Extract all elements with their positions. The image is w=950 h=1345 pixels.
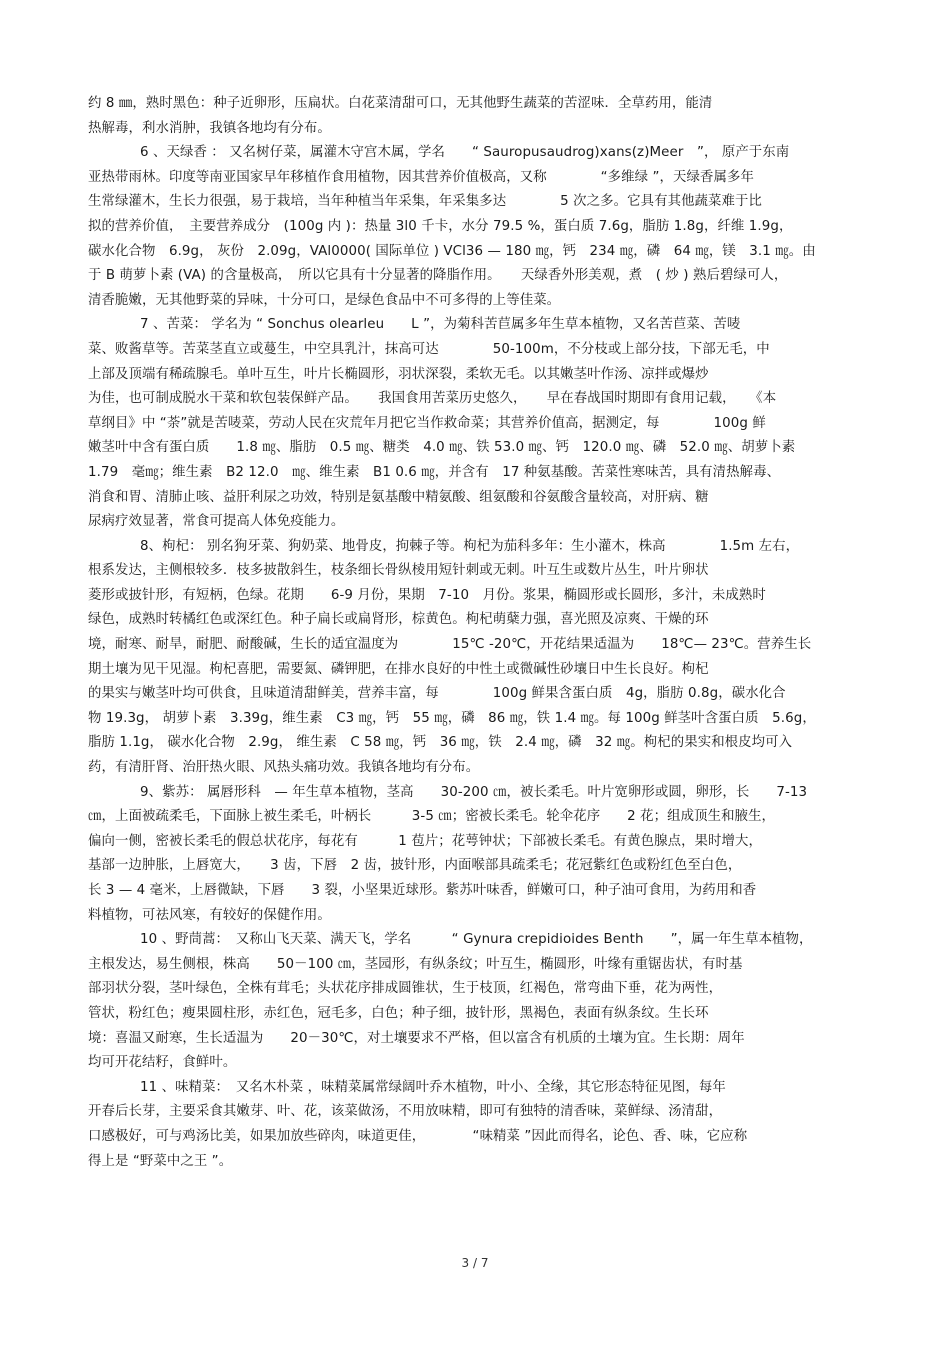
page-number: 3 / 7 <box>461 1256 489 1270</box>
text-line: 部羽状分裂，茎叶绿色，全株有茸毛；头状花序排成圆锥状，生于枝顶，红褐色，常弯曲下垂，花为两性， <box>88 981 723 997</box>
text-line: 尿病疗效显著，常食可提高人体免疫能力。 <box>88 514 345 530</box>
text-line: 管状，粉红色；瘦果圆柱形，赤红色，冠毛多，白色；种子细，披针形，黑褐色，表面有纵条纹。生长环 <box>88 1005 709 1021</box>
text-line: 1.79 毫㎎；维生素 B2 12.0 ㎎、维生素 B1 0.6 ㎎，并含有 17 种氨基酸。苦菜性寒味苦，具有清热解毒、 <box>88 464 781 480</box>
text-line: 菜、败酱草等。苦菜茎直立或蔓生，中空具乳汁，抹高可达 50-100m，不分枝或上部分技，下部无毛，中 <box>88 341 770 357</box>
section-heading-line: 11 、味精菜： 又名木朴菜 ，味精菜属常绿阔叶乔木植物，叶小、全缘，其它形态特征见图，每年 <box>140 1079 726 1095</box>
text-line: 料植物，可祛风寒，有较好的保健作用。 <box>88 907 331 923</box>
text-line: 长 3 — 4 毫米，上唇微缺，下唇 3 裂，小坚果近球形。紫苏叶味香，鲜嫩可口，种子油可食用，为药用和香 <box>88 883 757 898</box>
text-line: ㎝，上面被疏柔毛，下面脉上被生柔毛，叶柄长 3-5 ㎝；密被长柔毛。轮伞花序 2 花；组成顶生和腋生， <box>88 809 776 825</box>
text-line: 生常绿灌木，生长力很强，易于栽培，当年种植当年采集，年采集多达 5 次之多。它具有其他蔬菜难于比 <box>88 194 763 210</box>
text-line: 境，耐寒、耐旱，耐肥、耐酸碱，生长的适宜温度为 15℃ -20℃，开花结果适温为 18℃— 23℃。营养生长 <box>88 637 812 653</box>
text-line: 根系发达，主侧根较多．枝多披散斜生，枝条细长骨纵棱用短针刺或无刺。叶互生或数片丛生，叶片卵状 <box>88 563 709 579</box>
text-line: 境：喜温又耐寒，生长适温为 20－30℃，对土壤要求不严格，但以富含有机质的土壤为宜。生长期：周年 <box>88 1030 745 1046</box>
text-line: 草纲目》中 “荼”就是苦唛菜，劳动人民在灾荒年月把它当作救命菜；其营养价值高，据测定，每 100g 鲜 <box>88 415 766 431</box>
section-heading-line: 9、紫苏： 属唇形科 — 年生草本植物，茎高 30-200 ㎝，被长柔毛。叶片宽卵形或圆，卵形，长 7-13 <box>140 784 808 800</box>
text-line: 基部一边肿胀，上唇宽大， 3 齿，下唇 2 齿，披针形，内面喉部具疏柔毛；花冠紫红色或粉红色至白色， <box>88 858 742 874</box>
text-line: 拟的营养价值， 主要营养成分 (100g 内 )：热量 3l0 千卡，水分 79.5 %，蛋白质 7.6g，脂肪 1.8g，纤维 1.9g， <box>88 218 793 234</box>
text-line: 嫩茎叶中含有蛋白质 1.8 ㎎、脂肪 0.5 ㎎、糖类 4.0 ㎎、铁 53.0 ㎎、钙 120.0 ㎎、磷 52.0 ㎎、胡萝卜素 <box>88 440 796 456</box>
section-heading-line: 6 、天绿香 ： 又名树仔菜，属灌木守宫木属，学名 “ Sauropusaudrog)xans(z)Meer ”， 原产于东南 <box>140 145 790 161</box>
text-line: 偏向一侧，密被长柔毛的假总状花序，每花有 1 苞片；花萼钟状；下部被长柔毛。有黄色腺点，果时增大， <box>88 833 763 849</box>
text-line: 主根发达，易生侧根，株高 50－100 ㎝，茎园形，有纵条纹；叶互生，椭圆形，叶缘有重锯齿状，有时基 <box>88 956 743 972</box>
text-line: 物 19.3g， 胡萝卜素 3.39g，维生素 C3 ㎎，钙 55 ㎎，磷 86 ㎎，铁 1.4 ㎎。每 100g 鲜茎叶含蛋白质 5.6g， <box>88 710 816 726</box>
text-line: 口感极好，可与鸡汤比美，如果加放些碎肉，味道更佳， “味精菜 ”因此而得名，论色、香、味，它应称 <box>88 1128 748 1144</box>
text-line: 热解毒，利水消肿，我镇各地均有分布。 <box>88 120 331 136</box>
text-line: 得上是 “野菜中之王 ”。 <box>88 1153 233 1169</box>
text-line: 的果实与嫩茎叶均可供食，且味道清甜鲜美，营养丰富，每 100g 鲜果含蛋白质 4g，脂肪 0.8g，碳水化合 <box>88 686 786 702</box>
section-heading-line: 10 、野茼蒿： 又称山飞天菜、满天飞，学名 “ Gynura crepidioides Benth ”，属一年生草本植物， <box>140 932 813 948</box>
section-heading-line: 7 、苦菜： 学名为 “ Sonchus olearleu L ”，为菊科苦苣属多年生草本植物，又名苦苣菜、苦唛 <box>140 317 741 333</box>
text-line: 亚热带雨林。印度等南亚国家早年移植作食用植物，因其营养价值极高，又称 “多维绿 ”，天绿香属多年 <box>88 169 754 185</box>
text-line: 约 8 ㎜，熟时黑色：种子近卵形，压扁状。白花菜清甜可口，无其他野生蔬菜的苦涩味．全草药用，能清 <box>88 96 713 111</box>
text-line: 开春后长芽，主要采食其嫩芽、叶、花，该菜做汤，不用放味精，即可有独特的清香味，菜鲜绿、汤清甜， <box>88 1104 723 1120</box>
section-heading-line: 8、枸杞： 别名狗牙菜、狗奶菜、地骨皮，拘棘子等。枸杞为茄科多年：生小灌木，株高 1.5m 左右， <box>140 538 800 554</box>
text-line: 为佳，也可制成脱水干菜和软包装保鲜产品。 我国食用苦菜历史悠久， 早在春战国时期即有食用记载， 《本 <box>88 391 777 407</box>
text-line: 绿色，成熟时转橘红色或深红色。种子扁长或扁肾形，棕黄色。枸杞萌蘖力强，喜光照及凉爽、干燥的环 <box>88 612 709 628</box>
body-text <box>88 92 868 1174</box>
text-line: 脂肪 1.1g， 碳水化合物 2.9g， 维生素 C 58 ㎎，钙 36 ㎎，铁 2.4 ㎎，磷 32 ㎎。枸杞的果实和根皮均可入 <box>88 735 793 751</box>
text-line: 于 B 萌萝卜素 (VA) 的含量极高， 所以它具有十分显著的降脂作用。 天绿香外形美观，煮 ( 炒 ) 熟后碧绿可人， <box>88 268 788 284</box>
text-line: 菱形或披针形，有短柄，色绿。花期 6-9 月份，果期 7-10 月份。浆果，椭圆形或长圆形，多汁，未成熟时 <box>88 587 766 603</box>
text-line: 消食和胃、清肺止咳、益肝利尿之功效，特别是氨基酸中精氨酸、组氨酸和谷氨酸含量较高，对肝病、糖 <box>88 489 709 505</box>
text-line: 药，有清肝肾、治肝热火眼、风热头痛功效。我镇各地均有分布。 <box>88 760 480 776</box>
text-line: 上部及顶端有稀疏腺毛。单叶互生，叶片长椭圆形，羽状深裂，柔软无毛。以其嫩茎叶作汤、凉拌或爆炒 <box>88 366 709 382</box>
text-line: 清香脆嫩，无其他野菜的异味，十分可口，是绿色食品中不可多得的上等佳菜。 <box>88 292 561 308</box>
text-line: 期土壤为见干见湿。枸杞喜肥，需要氮、磷钾肥，在排水良好的中性土或微碱性砂壤日中生长良好。枸杞 <box>88 661 709 677</box>
text-line: 碳水化合物 6.9g， 灰份 2.09g，VAl0000( 国际单位 ) VCl36 — 180 ㎎，钙 234 ㎎，磷 64 ㎎，镁 3.1 ㎎。由 <box>88 243 816 259</box>
text-line: 均可开花结籽，食鲜叶。 <box>88 1055 237 1071</box>
